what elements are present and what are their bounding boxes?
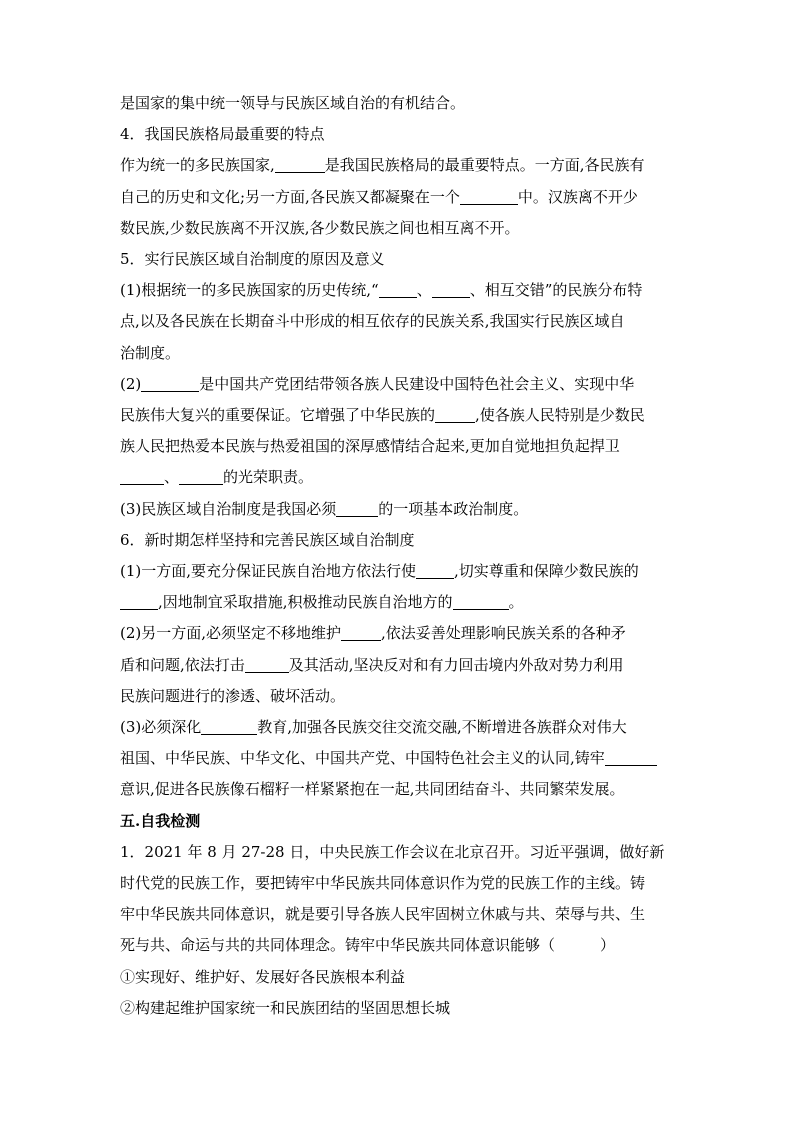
text-segment: 4．我国民族格局最重要的特点 bbox=[120, 125, 325, 144]
text-segment: 是中国共产党团结带领各族人民建设中国特色社会主义、实现中华 bbox=[199, 374, 635, 393]
fill-in-blank[interactable] bbox=[453, 593, 509, 610]
text-segment: (3)必须深化 bbox=[120, 718, 202, 737]
fill-in-blank[interactable] bbox=[179, 468, 223, 485]
text-segment: 数民族,少数民族离不开汉族,各少数民族之间也相互离不开。 bbox=[120, 218, 520, 237]
section-heading bbox=[120, 806, 680, 837]
text-segment: 1．2021 年 8 月 27-28 日，中央民族工作会议在北京召开。习近平强调，做好新 bbox=[120, 842, 665, 861]
fill-in-blank[interactable] bbox=[120, 468, 164, 485]
text-line bbox=[120, 743, 680, 774]
text-line bbox=[120, 431, 680, 462]
text-segment: (1)根据统一的多民族国家的历史传统,“ bbox=[120, 281, 379, 300]
text-segment: ,依法妥善处理影响民族关系的各种矛 bbox=[381, 624, 626, 643]
text-segment: 的一项基本政治制度。 bbox=[378, 499, 529, 518]
text-segment: (2)另一方面,必须坚定不移地维护 bbox=[120, 624, 342, 643]
text-segment: 盾和问题,依法打击 bbox=[120, 655, 245, 674]
text-line bbox=[120, 119, 680, 150]
text-segment: 的光荣职责。 bbox=[223, 468, 314, 487]
text-segment: 五.自我检测 bbox=[120, 811, 201, 830]
text-segment: 及其活动,坚决反对和有力回击境内外敌对势力利用 bbox=[288, 655, 624, 674]
text-segment: ②构建起维护国家统一和民族团结的坚固思想长城 bbox=[120, 998, 451, 1017]
text-segment: 意识,促进各民族像石榴籽一样紧紧抱在一起,共同团结奋斗、共同繁荣发展。 bbox=[120, 780, 625, 799]
text-segment: 民族伟大复兴的重要保证。它增强了中华民族的 bbox=[120, 406, 436, 425]
fill-in-blank[interactable] bbox=[336, 500, 378, 517]
text-segment: 治制度。 bbox=[120, 343, 181, 362]
text-line bbox=[120, 244, 680, 275]
text-line bbox=[120, 650, 680, 681]
text-segment: 祖国、中华民族、中华文化、中国共产党、中国特色社会主义的认同,铸牢 bbox=[120, 749, 605, 768]
text-line bbox=[120, 618, 680, 649]
text-segment: 教育,加强各民族交往交流交融,不断增进各族群众对伟大 bbox=[257, 718, 627, 737]
text-line bbox=[120, 556, 680, 587]
fill-in-blank[interactable] bbox=[435, 406, 475, 423]
text-segment: 、 bbox=[164, 468, 180, 487]
text-segment: 中。汉族离不开少 bbox=[517, 187, 638, 206]
text-segment: 点,以及各民族在长期奋斗中形成的相互依存的民族关系,我国实行民族区域自 bbox=[120, 312, 625, 331]
text-line bbox=[120, 338, 680, 369]
text-line bbox=[120, 400, 680, 431]
text-segment: ①实现好、维护好、发展好各民族根本利益 bbox=[120, 967, 406, 986]
text-line bbox=[120, 525, 680, 556]
text-line bbox=[120, 182, 680, 213]
document-page bbox=[120, 88, 680, 1024]
text-segment: (3)民族区域自治制度是我国必须 bbox=[120, 499, 337, 518]
text-line bbox=[120, 150, 680, 181]
text-segment: 、 bbox=[416, 281, 432, 300]
text-segment: (1)一方面,要充分保证民族自治地方依法行使 bbox=[120, 562, 417, 581]
text-line bbox=[120, 369, 680, 400]
text-segment: 、相互交错”的民族分布特 bbox=[469, 281, 643, 300]
text-line bbox=[120, 899, 680, 930]
text-line bbox=[120, 275, 680, 306]
fill-in-blank[interactable] bbox=[605, 749, 657, 766]
text-line bbox=[120, 587, 680, 618]
text-line bbox=[120, 681, 680, 712]
text-segment: 是国家的集中统一领导与民族区域自治的有机结合。 bbox=[120, 94, 466, 112]
text-segment: 自己的历史和文化;另一方面,各民族又都凝聚在一个 bbox=[120, 187, 460, 206]
text-segment: 5．实行民族区域自治制度的原因及意义 bbox=[120, 250, 385, 269]
fill-in-blank[interactable] bbox=[141, 375, 199, 392]
fill-in-blank[interactable] bbox=[201, 718, 257, 735]
text-line bbox=[120, 930, 680, 961]
text-segment: 族人民把热爱本民族与热爱祖国的深厚感情结合起来,更加自觉地担负起捍卫 bbox=[120, 437, 620, 456]
text-line bbox=[120, 213, 680, 244]
text-line bbox=[120, 993, 680, 1024]
text-segment: 时代党的民族工作，要把铸牢中华民族共同体意识作为党的民族工作的主线。铸 bbox=[120, 874, 646, 893]
text-line bbox=[120, 306, 680, 337]
fill-in-blank[interactable] bbox=[416, 562, 454, 579]
text-segment: 。 bbox=[508, 593, 524, 612]
fill-in-blank[interactable] bbox=[432, 281, 470, 298]
text-line bbox=[120, 462, 680, 493]
text-segment: 是我国民族格局的最重要特点。一方面,各民族有 bbox=[324, 156, 645, 175]
text-segment: 作为统一的多民族国家, bbox=[120, 156, 275, 175]
fill-in-blank[interactable] bbox=[460, 188, 518, 205]
text-segment: 牢中华民族共同体意识，就是要引导各族人民牢固树立休戚与共、荣辱与共、生 bbox=[120, 905, 646, 924]
text-line bbox=[120, 774, 680, 805]
text-segment: 死与共、命运与共的共同体理念。铸牢中华民族共同体意识能够（ ） bbox=[120, 936, 616, 955]
text-line bbox=[120, 868, 680, 899]
fill-in-blank[interactable] bbox=[245, 656, 289, 673]
text-line bbox=[120, 837, 680, 868]
fill-in-blank[interactable] bbox=[379, 281, 417, 298]
text-segment: ,因地制宜采取措施,积极推动民族自治地方的 bbox=[158, 593, 453, 612]
text-segment: 6．新时期怎样坚持和完善民族区域自治制度 bbox=[120, 530, 415, 549]
text-line bbox=[120, 88, 680, 119]
text-line bbox=[120, 712, 680, 743]
text-line bbox=[120, 962, 680, 993]
text-line bbox=[120, 494, 680, 525]
fill-in-blank[interactable] bbox=[341, 624, 381, 641]
text-segment: ,切实尊重和保障少数民族的 bbox=[454, 562, 639, 581]
fill-in-blank[interactable] bbox=[275, 156, 325, 173]
fill-in-blank[interactable] bbox=[120, 593, 158, 610]
text-segment: ,使各族人民特别是少数民 bbox=[475, 406, 645, 425]
text-segment: 民族问题进行的渗透、破坏活动。 bbox=[120, 686, 346, 705]
text-segment: (2) bbox=[120, 374, 142, 393]
